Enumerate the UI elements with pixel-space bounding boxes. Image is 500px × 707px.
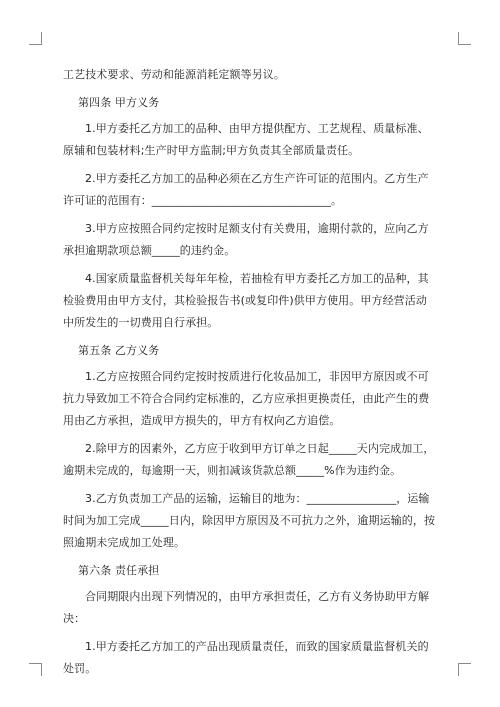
document-body <box>63 64 438 680</box>
paragraph-5-1: 1.乙方应按照合同约定按时按质进行化妆品加工，非因甲方原因或不可抗力导致加工不符合合同约定标准的，乙方应承担更换责任，由此产生的费用由乙方承担，造成甲方损失的，甲方有权向乙方追偿。 <box>63 370 430 427</box>
paragraph-5-3: 3.乙方负责加工产品的运输，运输目的地为：________________，运输时间为加工完成_____日内，除因甲方原因及不可抗力之外，逾期运输的，按照逾期未完成加工处理。 <box>63 492 436 549</box>
paragraph-6-1: 1.甲方委托乙方加工的产品出现质量责任，而致的国家质量监督机关的处罚。 <box>63 640 429 675</box>
paragraph-4-3: 3.甲方应按照合同约定按时足额支付有关费用，逾期付款的，应向乙方承担逾期款项总额_____的违约金。 <box>63 222 429 257</box>
paragraph-6-intro: 合同期限内出现下列情况的，由甲方承担责任，乙方有义务协助甲方解决： <box>63 590 430 625</box>
crop-mark-bottom-right <box>458 663 471 676</box>
section-heading-article-4: 第四条 甲方义务 <box>78 96 160 109</box>
paragraph-4-4: 4.国家质量监督机关每年年检，若抽检有甲方委托乙方加工的品种，其检验费用由甲方支付，其检验报告书(或复印件)供甲方使用。甲方经营活动中所发生的一切费用自行承担。 <box>63 272 429 329</box>
section-heading-article-6: 第六条 责任承担 <box>78 564 160 577</box>
paragraph-4-2: 2.甲方委托乙方加工的品种必须在乙方生产许可证的范围内。乙方生产许可证的范围有：________________________________。 <box>63 172 429 207</box>
crop-mark-top-right <box>458 32 471 45</box>
paragraph-5-2: 2.除甲方的因素外，乙方应于收到甲方订单之日起_____天内完成加工，逾期未完成的，每逾期一天，则扣减该货款总额_____%作为违约金。 <box>63 442 435 477</box>
crop-mark-top-left <box>29 32 42 45</box>
crop-mark-bottom-left <box>29 663 42 676</box>
paragraph-continuation: 工艺技术要求、劳动和能源消耗定额等另议。 <box>63 68 285 81</box>
paragraph-4-1: 1.甲方委托乙方加工的品种、由甲方提供配方、工艺规程、质量标准、原辅和包装材料;生产时甲方监制;甲方负责其全部质量责任。 <box>63 122 429 157</box>
section-heading-article-5: 第五条 乙方义务 <box>78 344 160 357</box>
